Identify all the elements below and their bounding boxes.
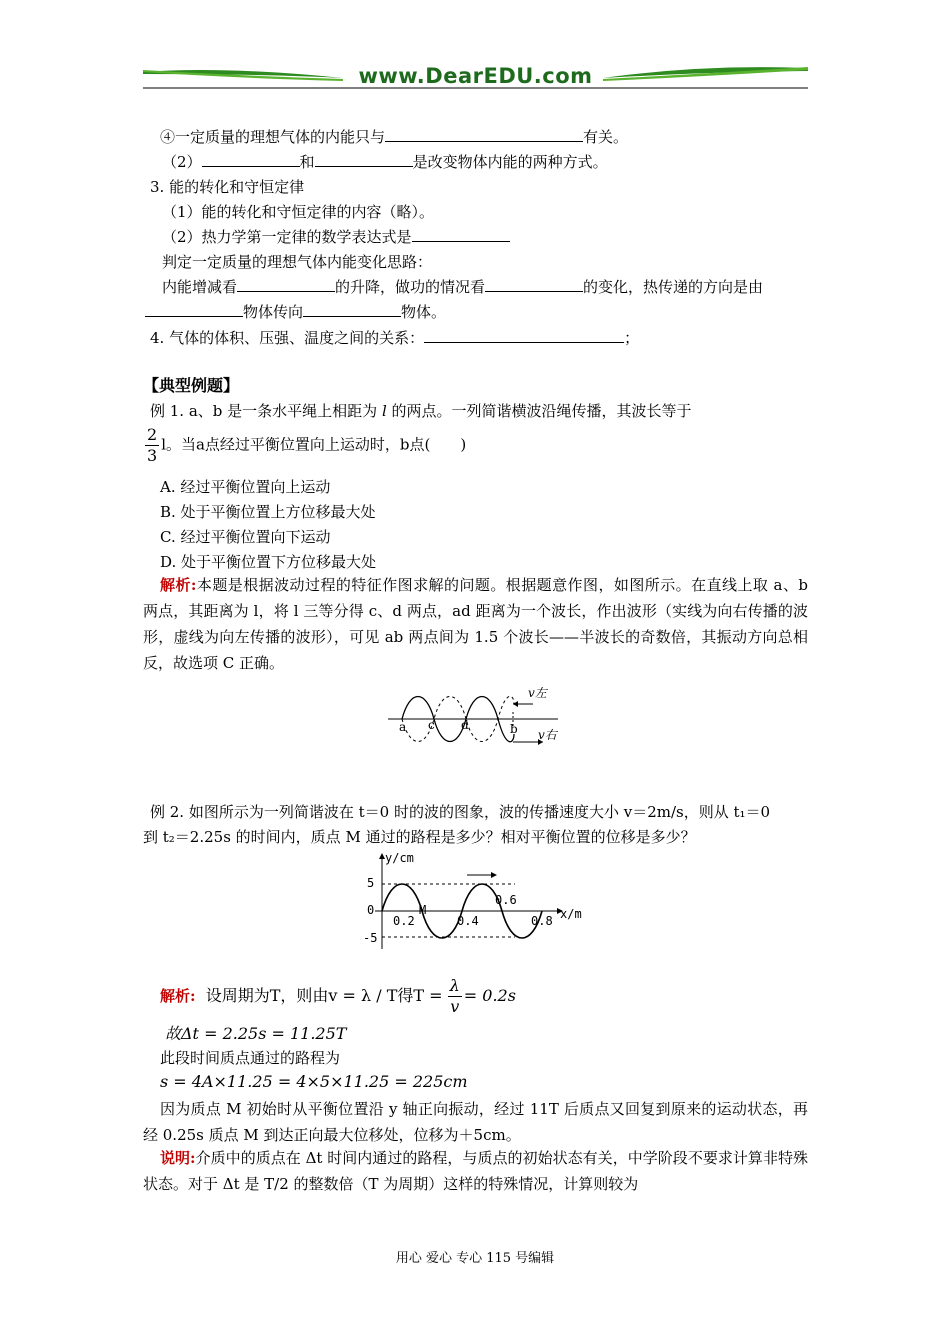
example2-line1: 例 2. 如图所示为一列简谐波在 t＝0 时的波的图象，波的传播速度大小 v＝2m/s，则从 t₁＝0	[150, 803, 771, 821]
analysis1-label: 解析:	[160, 576, 197, 594]
analysis2-label: 解析:	[160, 987, 196, 1005]
footer-text: 用心 爱心 专心 115 号编辑	[395, 1251, 555, 1266]
fig2-point-m: M	[419, 903, 427, 917]
path-line: 此段时间质点通过的路程为	[160, 1049, 341, 1067]
item2-blank1	[202, 152, 300, 167]
internal-mid: 的升降，做功的情况看	[335, 278, 486, 296]
fig2-ylabel: y/cm	[385, 851, 414, 865]
note-paragraph	[143, 1145, 808, 1197]
analysis1-paragraph	[143, 572, 808, 676]
figure2-wave-graph	[355, 851, 595, 951]
fig1-label-a: a	[399, 720, 407, 734]
section3-item2-line	[162, 226, 510, 247]
heat-blank2	[303, 302, 401, 317]
fig2-y0: 0	[367, 903, 375, 917]
internal-pre: 内能增减看	[162, 278, 238, 296]
first-law-blank	[412, 227, 510, 242]
ex1-frac-num: 2	[147, 425, 158, 444]
internal-blank1	[237, 277, 335, 292]
delta-t-line: 故Δt = 2.25s = 11.25T	[165, 1024, 347, 1043]
section4-post: ；	[624, 329, 640, 347]
item2-text: （2）	[162, 153, 202, 171]
option-c: C. 经过平衡位置向下运动	[160, 528, 331, 546]
header-banner	[143, 62, 808, 94]
ex1-text-a: 例 1. a、b 是一条水平绳上相距为	[150, 402, 382, 420]
item2-line	[162, 151, 608, 172]
note-label: 说明:	[160, 1149, 196, 1167]
section4-blank	[424, 328, 624, 343]
item4-post: 有关。	[583, 128, 629, 146]
section4-line	[150, 327, 639, 348]
example2-line2: 到 t₂＝2.25s 的时间内，质点 M 通过的路程是多少？相对平衡位置的位移是多少？	[143, 828, 696, 846]
ex1-frac-den: 3	[147, 446, 158, 465]
analysis2-text: 设周期为T，则由v = λ / T得T =	[205, 986, 448, 1005]
fig2-x08: 0.8	[531, 914, 553, 928]
to-object: 物体。	[401, 303, 447, 321]
internal-energy-line	[162, 276, 763, 297]
item4-line	[160, 126, 628, 147]
fig2-x02: 0.2	[393, 914, 415, 928]
example1-line2	[145, 425, 466, 466]
fig1-label-b: b	[510, 722, 518, 736]
fig1-v-left: v左	[528, 686, 547, 700]
item2-post: 是改变物体内能的两种方式。	[412, 153, 608, 171]
item4-text: ④一定质量的理想气体的内能只与	[160, 128, 386, 146]
note-text: 介质中的质点在 Δt 时间内通过的路程，与质点的初始状态有关，中学阶段不要求计算非特殊状态。对于 Δt 是 T/2 的整数倍（T 为周期）这样的特殊情况，计算则较为	[143, 1149, 808, 1193]
analysis2-frac-num: λ	[449, 976, 460, 995]
fig2-x04: 0.4	[457, 914, 479, 928]
fig2-yneg5: -5	[363, 931, 378, 945]
figure1-wave-diagram	[388, 684, 568, 750]
analysis2-line	[160, 976, 516, 1017]
option-a: A. 经过平衡位置向上运动	[160, 478, 331, 496]
internal-post: 的变化，热传递的方向是由	[583, 278, 764, 296]
from-object: 物体传向	[243, 303, 304, 321]
s-equation-line: s = 4A×11.25 = 4×5×11.25 = 225cm	[160, 1072, 468, 1091]
site-title: www.DearEDU.com	[358, 64, 593, 88]
option-b: B. 处于平衡位置上方位移最大处	[160, 503, 376, 521]
fig1-label-c: c	[428, 718, 435, 732]
ex1-fraction	[145, 425, 159, 466]
fig2-xlabel: x/m	[560, 907, 582, 921]
analysis1-text: 本题是根据波动过程的特征作图求解的问题。根据题意作图，如图所示。在直线上取 a、b 两点，其距离为 l，将 l 三等分得 c、d 两点，ad 距离为一个波长，作出波形（实线为向右传播的波形，虚线为向左传播的波形），可见 ab 两点间为 1.5 个波长——半波长的奇数倍，其振动方向总相反，故选项 C 正确。	[143, 576, 808, 672]
ex1-text-b: 的两点。一列简谐横波沿绳传播，其波长等于	[386, 402, 692, 420]
ex1-l: l	[381, 402, 387, 420]
judge-line: 判定一定质量的理想气体内能变化思路：	[162, 253, 433, 271]
heat-direction-line	[145, 301, 446, 322]
section4-text: 4. 气体的体积、压强、温度之间的关系：	[150, 329, 425, 347]
examples-heading: 【典型例题】	[143, 376, 240, 395]
section3-heading: 3. 能的转化和守恒定律	[150, 178, 305, 196]
item2-mid: 和	[299, 153, 315, 171]
ex1-line2-text: l。当a点经过平衡位置向上运动时，b点( )	[161, 435, 467, 454]
fig2-y5: 5	[367, 876, 375, 890]
analysis2-frac-den: v	[450, 997, 460, 1016]
fig2-x06: 0.6	[495, 893, 517, 907]
fig1-label-d: d	[461, 718, 469, 732]
section3-item2: （2）热力学第一定律的数学表达式是	[162, 228, 412, 246]
item4-blank	[385, 127, 583, 142]
heat-blank1	[145, 302, 243, 317]
section3-item1: （1）能的转化和守恒定律的内容（略）。	[162, 203, 435, 221]
fig1-v-right: v右	[538, 728, 557, 742]
analysis2-tail: = 0.2s	[463, 986, 516, 1005]
analysis2-fraction	[448, 976, 462, 1017]
example1-line1	[150, 400, 692, 421]
because-paragraph: 因为质点 M 初始时从平衡位置沿 y 轴正向振动，经过 11T 后质点又回复到原来的运动状态，再经 0.25s 质点 M 到达正向最大位移处，位移为＋5cm。	[143, 1100, 808, 1144]
option-d: D. 处于平衡位置下方位移最大处	[160, 553, 377, 571]
item2-blank2	[315, 152, 413, 167]
internal-blank2	[485, 277, 583, 292]
